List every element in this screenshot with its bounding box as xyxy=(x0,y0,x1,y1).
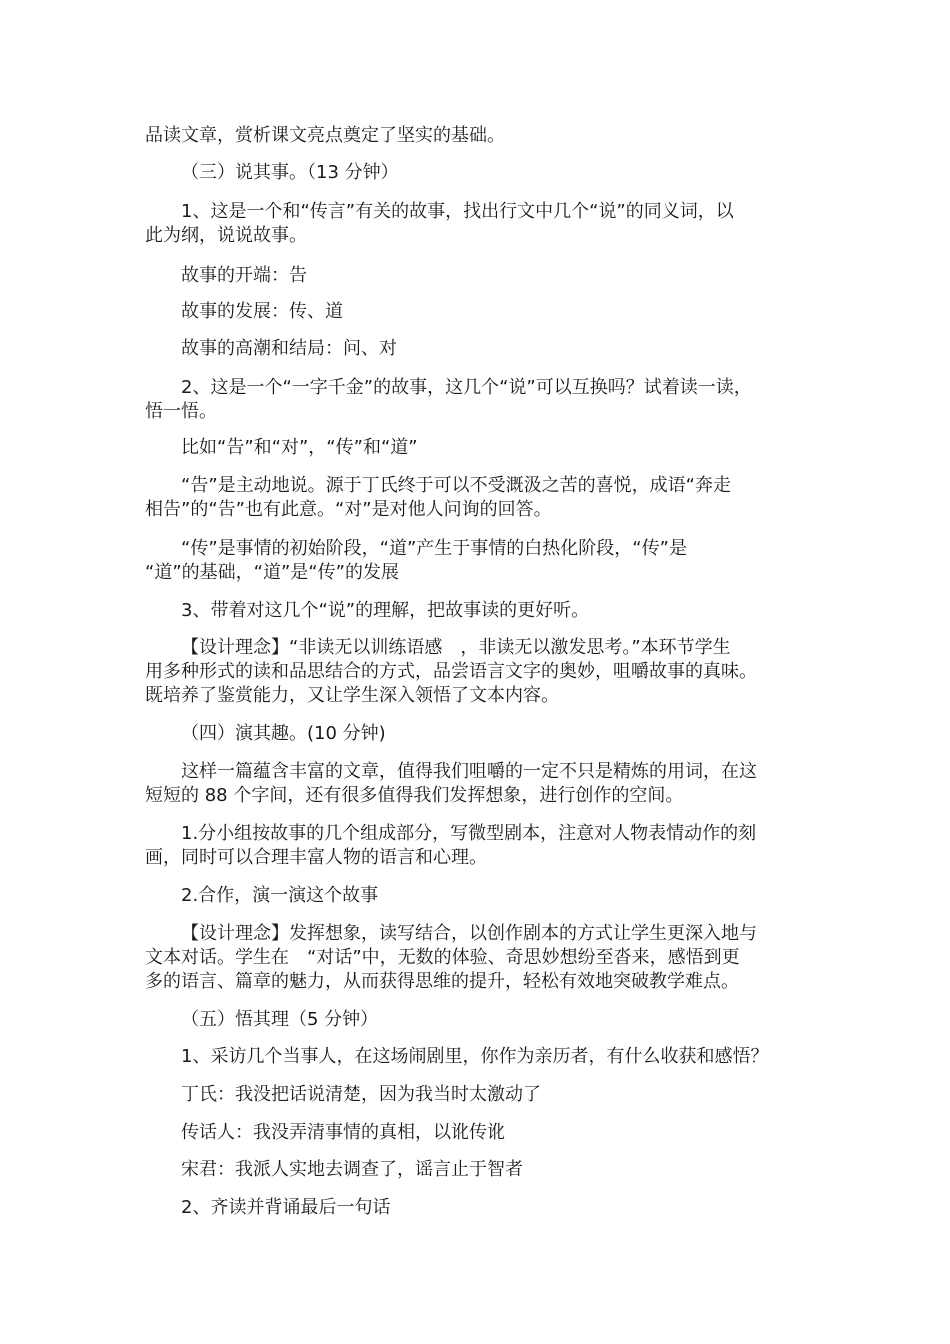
paragraph-interview xyxy=(145,1045,815,1069)
text-line: （四）演其趣。(10 分钟) xyxy=(181,723,386,744)
text-line: 相告”的“告”也有此意。“对”是对他人问询的回答。 xyxy=(145,499,552,520)
text-line: 宋君：我派人实地去调查了，谣言止于智者 xyxy=(181,1159,523,1180)
text-line: 多的语言、篇章的魅力，从而获得思维的提升，轻松有效地突破教学难点。 xyxy=(145,971,739,992)
text-line: 故事的发展：传、道 xyxy=(181,301,343,322)
text-line: 1、采访几个当事人，在这场闹剧里，你作为亲历者，有什么收获和感悟？ xyxy=(181,1046,769,1067)
paragraph-design-concept-1 xyxy=(145,636,815,708)
text-line: 故事的开端：告 xyxy=(181,265,307,286)
text-line: “传”是事情的初始阶段，“道”产生于事情的白热化阶段，“传”是 xyxy=(181,538,687,559)
text-line: 3、带着对这几个“说”的理解，把故事读的更好听。 xyxy=(181,600,590,621)
text-line: 短短的 88 个字间，还有很多值得我们发挥想象，进行创作的空间。 xyxy=(145,785,684,806)
text-line: 故事的高潮和结局：问、对 xyxy=(181,338,397,359)
text-line: 品读文章，赏析课文亮点奠定了坚实的基础。 xyxy=(145,125,505,146)
text-line: 【设计理念】发挥想象，读写结合，以创作剧本的方式让学生更深入地与 xyxy=(181,923,757,944)
paragraph-song-jun xyxy=(145,1158,815,1182)
section-heading-3 xyxy=(145,161,815,185)
text-line: 2、这是一个“一字千金”的故事，这几个“说”可以互换吗？试着读一读， xyxy=(181,377,752,398)
paragraph-recite xyxy=(145,1196,815,1220)
paragraph-task-2 xyxy=(145,376,815,424)
paragraph-gao-dui xyxy=(145,474,815,522)
text-line: 1.分小组按故事的几个组成部分，写微型剧本，注意对人物表情动作的刻 xyxy=(181,823,757,844)
text-line: （三）说其事。（13 分钟） xyxy=(181,162,399,183)
text-line: 传话人：我没弄清事情的真相，以讹传讹 xyxy=(181,1122,505,1143)
paragraph-story-development xyxy=(145,300,815,324)
paragraph-intro-end xyxy=(145,124,815,148)
text-line: 1、这是一个和“传言”有关的故事，找出行文中几个“说”的同义词，以 xyxy=(181,201,734,222)
text-line: 画，同时可以合理丰富人物的语言和心理。 xyxy=(145,847,487,868)
text-line: “告”是主动地说。源于丁氏终于可以不受溉汲之苦的喜悦，成语“奔走 xyxy=(181,475,731,496)
paragraph-story-start xyxy=(145,264,815,288)
text-line: 此为纲，说说故事。 xyxy=(145,225,307,246)
text-line: 比如“告”和“对”，“传”和“道” xyxy=(181,437,418,458)
text-line: 2、齐读并背诵最后一句话 xyxy=(181,1197,391,1218)
paragraph-design-concept-2 xyxy=(145,922,815,994)
section-heading-4 xyxy=(145,722,815,746)
paragraph-messenger xyxy=(145,1121,815,1145)
paragraph-task-1 xyxy=(145,200,815,248)
text-line: 丁氏：我没把话说清楚，因为我当时太激动了 xyxy=(181,1084,541,1105)
text-line: 【设计理念】“非读无以训练语感 ，非读无以激发思考。”本环节学生 xyxy=(181,637,731,658)
section-heading-5 xyxy=(145,1008,815,1032)
paragraph-example xyxy=(145,436,815,460)
paragraph-chuan-dao xyxy=(145,537,815,585)
paragraph-ding-shi xyxy=(145,1083,815,1107)
text-line: 用多种形式的读和品思结合的方式，品尝语言文字的奥妙，咀嚼故事的真味。 xyxy=(145,661,757,682)
text-line: 2.合作，演一演这个故事 xyxy=(181,885,379,906)
text-line: 这样一篇蕴含丰富的文章，值得我们咀嚼的一定不只是精炼的用词，在这 xyxy=(181,761,757,782)
text-line: 文本对话。学生在 “对话”中，无数的体验、奇思妙想纷至沓来，感悟到更 xyxy=(145,947,740,968)
text-line: “道”的基础，“道”是“传”的发展 xyxy=(145,562,399,583)
paragraph-play-intro xyxy=(145,760,815,808)
paragraph-task-3 xyxy=(145,599,815,623)
text-line: 既培养了鉴赏能力，又让学生深入领悟了文本内容。 xyxy=(145,685,559,706)
paragraph-play-task-1 xyxy=(145,822,815,870)
paragraph-story-climax xyxy=(145,337,815,361)
text-line: （五）悟其理（5 分钟） xyxy=(181,1009,379,1030)
paragraph-play-task-2 xyxy=(145,884,815,908)
text-line: 悟一悟。 xyxy=(145,401,217,422)
